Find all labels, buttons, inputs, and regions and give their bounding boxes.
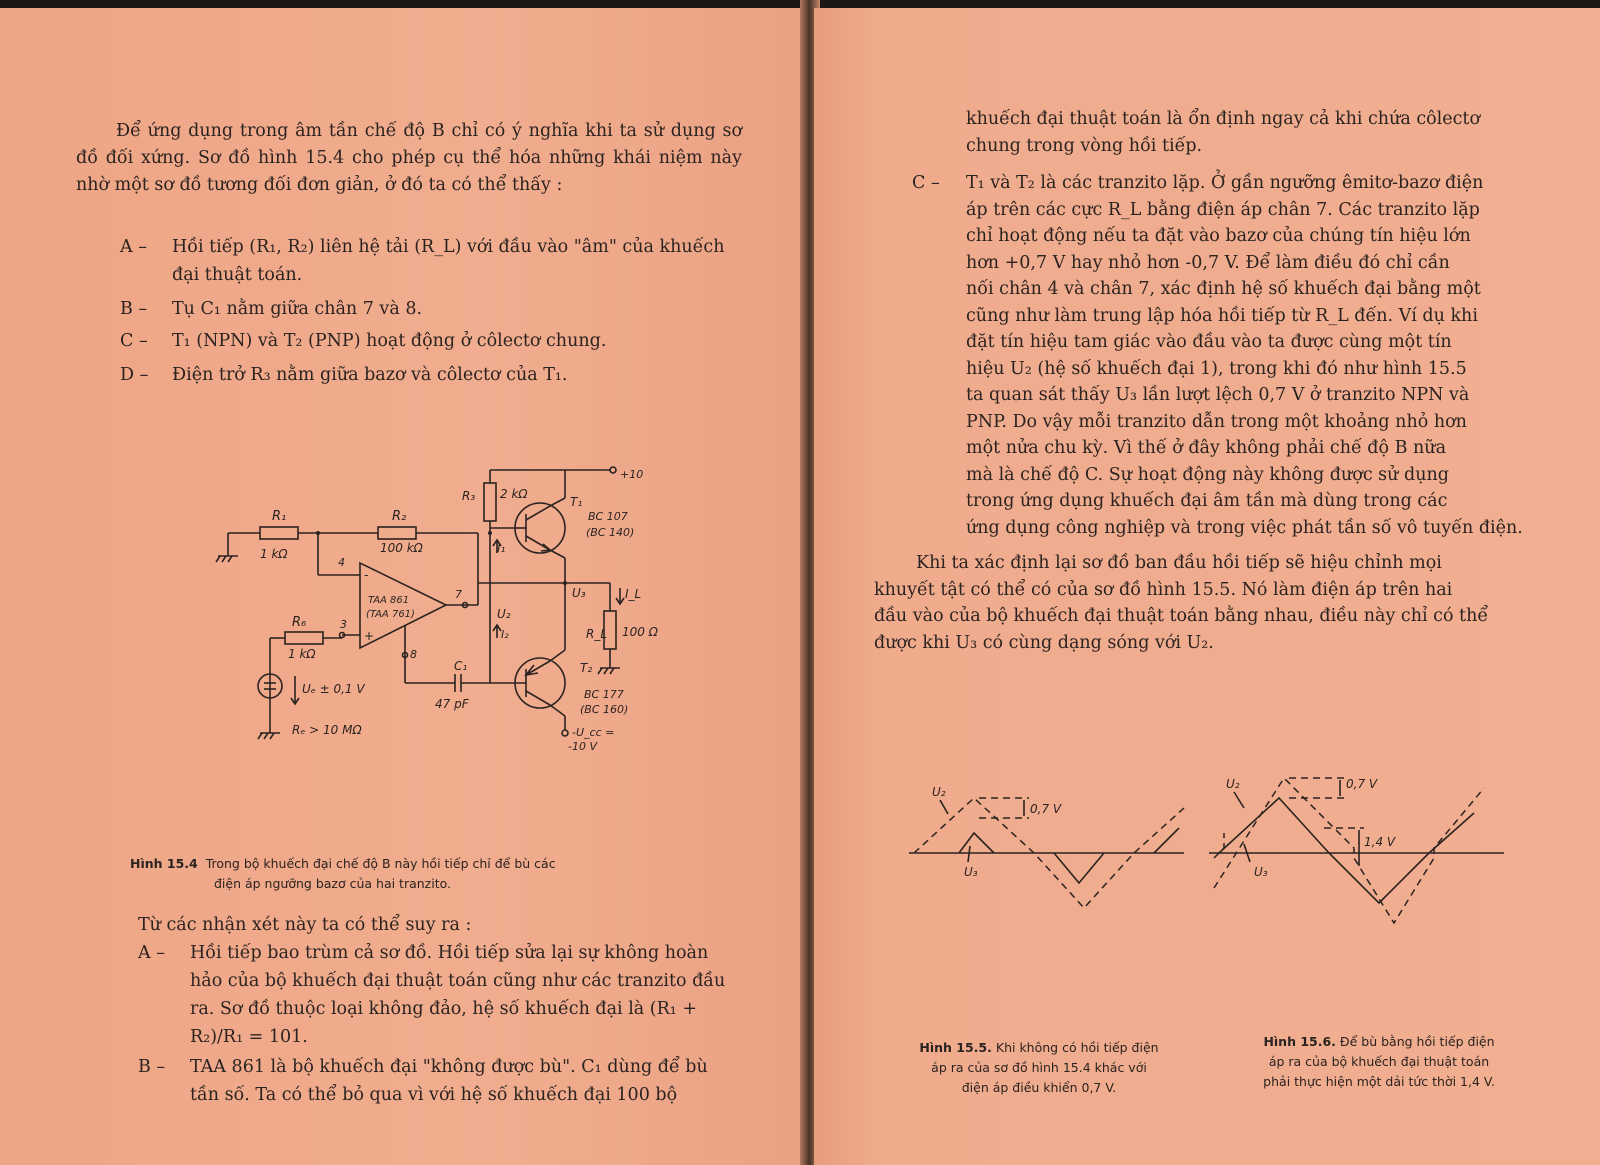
fig-15-4-label: Hình 15.4 <box>130 856 198 871</box>
vcc-pos-label: +10 <box>620 468 644 481</box>
item-c-label: C – <box>120 331 148 351</box>
i1-label: I₁ <box>497 541 506 555</box>
item-b-text: Tụ C₁ nằm giữa chân 7 và 8. <box>172 299 423 319</box>
para2-line: đầu vào của bộ khuếch đại thuật toán bằng nhau, điều này chỉ có thể <box>874 606 1489 626</box>
w1-u2-label: U₂ <box>932 785 946 799</box>
item-c-line: hơn +0,7 V hay nhỏ hơn -0,7 V. Để làm điều đó chỉ cần <box>966 252 1450 273</box>
r3-label: R₃ <box>462 489 476 503</box>
u2-label: U₂ <box>497 607 511 621</box>
t1-model: BC 107 <box>588 510 628 523</box>
right-page <box>814 8 1600 1165</box>
fig-15-5-line1: Khi không có hồi tiếp điện <box>995 1040 1159 1055</box>
item-c-line: ta quan sát thấy U₃ lần lượt lệch 0,7 V ở tranzito NPN và <box>966 385 1470 405</box>
fig-15-6-line1: Để bù bằng hồi tiếp điện <box>1339 1034 1495 1049</box>
pin4-label: 4 <box>338 556 345 569</box>
w1-offset-label: 0,7 V <box>1030 802 1062 816</box>
pin8-label: 8 <box>410 648 417 661</box>
item-c-line: trong ứng dụng khuếch đại âm tần mà dùng trong các <box>966 491 1448 511</box>
item-b-label: B – <box>120 299 148 319</box>
para2-line: khuyết tật có thể có của sơ đồ hình 15.5. Nó làm điện áp trên hai <box>874 579 1453 600</box>
item-a <box>120 234 750 261</box>
item-c-line: mà là chế độ C. Sự hoạt động này không được sử dụng <box>966 464 1449 485</box>
item2-a-text1: Hồi tiếp bao trùm cả sơ đồ. Hồi tiếp sửa lại sự không hoàn <box>190 943 709 963</box>
item2-b-line2: tần số. Ta có thể bỏ qua vì với hệ số khuếch đại 100 bộ <box>190 1085 678 1105</box>
para2-line: Khi ta xác định lại sơ đồ ban đầu hồi tiếp sẽ hiệu chỉnh mọi <box>916 553 1442 573</box>
fig-15-5-line3: điện áp điều khiển 0,7 V. <box>961 1080 1117 1095</box>
re-label: Rₑ > 10 MΩ <box>292 723 362 737</box>
fig-15-6-line2: áp ra của bộ khuếch đại thuật toán <box>1268 1054 1490 1069</box>
w2-u3-label: U₃ <box>1254 865 1268 879</box>
item-c-line: cũng như làm trung lập hóa hồi tiếp từ R_L đến. Ví dụ khi <box>966 305 1478 326</box>
minus-input: - <box>364 568 369 582</box>
r6-resistor <box>285 632 323 644</box>
vcc-neg-value: -10 V <box>568 740 597 753</box>
item-d-text: Điện trở R₃ nằm giữa bazơ và côlectơ của T₁. <box>172 365 568 385</box>
item-d-label: D – <box>120 365 149 385</box>
item-c-line: T₁ và T₂ là các tranzito lặp. Ở gần ngưỡng êmitơ-bazơ điện <box>966 173 1484 193</box>
t2-model: BC 177 <box>584 688 624 701</box>
u3-label: U₃ <box>572 586 586 600</box>
c1-label: C₁ <box>454 659 468 673</box>
item2-a-label: A – <box>138 943 165 963</box>
pin7-label: 7 <box>455 588 462 601</box>
item-c-line: một nửa chu kỳ. Vì thế ở đây không phải chế độ B nữa <box>966 438 1447 458</box>
opamp-alt: (TAA 761) <box>366 609 415 620</box>
intro-paragraph: Để ứng dụng trong âm tần chế độ B chỉ có ý nghĩa khi ta sử dụng sơ đồ đối xứng. Sơ đồ hình 15.4 cho phép cụ thể hóa những khái niệm này nhờ một sơ đồ tương đối đơn giản, ở đó ta có thể thấy : <box>76 121 742 195</box>
fig-15-4-caption <box>130 854 730 894</box>
item-a-label: A – <box>120 237 147 257</box>
item-c-line: đặt tín hiệu tam giác vào đầu vào ta được cùng một tín <box>966 332 1452 352</box>
item-c-right-label: C – <box>912 173 940 193</box>
r1-label: R₁ <box>272 509 287 524</box>
item-c-line: PNP. Do vậy mỗi tranzito dẫn trong một khoảng nhỏ hơn <box>966 411 1467 432</box>
item-c-line: hiệu U₂ (hệ số khuếch đại 1), trong khi đó như hình 15.5 <box>966 358 1467 379</box>
fig-15-5-label: Hình 15.5. <box>919 1040 992 1055</box>
item-c <box>120 328 750 355</box>
fig-15-5-caption <box>874 1038 1204 1098</box>
right-cont-line2: chung trong vòng hồi tiếp. <box>966 136 1203 156</box>
t1-label: T₁ <box>570 495 583 509</box>
item-c-line: nối chân 4 và chân 7, xác định hệ số khuếch đại bằng một <box>966 279 1481 299</box>
r6-label: R₆ <box>292 615 307 630</box>
i2-label: I₂ <box>501 628 509 641</box>
right-cont-line1: khuếch đại thuật toán là ổn định ngay cả khi chứa côlectơ <box>966 109 1481 129</box>
r3-value: 2 kΩ <box>500 487 528 501</box>
il-label: I_L <box>625 587 642 601</box>
fig-15-5-line2: áp ra của sơ đồ hình 15.4 khác với <box>931 1060 1147 1075</box>
c1-value: 47 pF <box>435 697 469 711</box>
r6-value: 1 kΩ <box>288 647 316 661</box>
item-a-cont: đại thuật toán. <box>172 265 303 285</box>
item2-a-line3: ra. Sơ đồ thuộc loại không đảo, hệ số khuếch đại là (R₁ + <box>190 999 698 1019</box>
left-page <box>0 8 806 1165</box>
item-c-line: chỉ hoạt động nếu ta đặt vào bazơ của chúng tín hiệu lớn <box>966 226 1471 246</box>
rl-value: 100 Ω <box>622 625 658 639</box>
r2-value: 100 kΩ <box>380 541 423 555</box>
r1-resistor <box>260 527 298 539</box>
item-b <box>120 296 750 323</box>
rl-label: R_L <box>586 627 608 641</box>
w2-u2-label: U₂ <box>1226 777 1240 791</box>
fig-15-6-label: Hình 15.6. <box>1263 1034 1336 1049</box>
item-c-text: T₁ (NPN) và T₂ (PNP) hoạt động ở côlectơ chung. <box>172 331 607 351</box>
t2-alt: (BC 160) <box>580 703 629 716</box>
circuit-diagram <box>210 448 680 768</box>
item2-a-line4: R₂)/R₁ = 101. <box>190 1027 308 1047</box>
item2-a-line2: hảo của bộ khuếch đại thuật toán cũng như các tranzito đầu <box>190 971 726 991</box>
item2-b-label: B – <box>138 1057 166 1077</box>
item2-b-line1 <box>138 1054 768 1081</box>
vcc-neg-label: -U_cc = <box>572 726 615 739</box>
pin3-label: 3 <box>340 618 347 631</box>
r3-resistor <box>484 483 496 521</box>
plus-input: + <box>364 629 375 643</box>
para2-line: được khi U₃ có cùng dạng sóng với U₂. <box>874 632 1214 653</box>
item2-b-text1: TAA 861 là bộ khuếch đại "không được bù". C₁ dùng để bù <box>190 1057 708 1077</box>
waveform-15-5 <box>904 768 1194 918</box>
r2-label: R₂ <box>392 509 407 524</box>
t1-alt: (BC 140) <box>586 526 635 539</box>
item-c-line: ứng dụng công nghiệp và trong việc phát tần số vô tuyến điện. <box>966 517 1523 538</box>
w2-gap-label: 1,4 V <box>1364 835 1396 849</box>
fig-15-6-caption <box>1214 1032 1544 1092</box>
r1-value: 1 kΩ <box>260 547 288 561</box>
w1-u3-label: U₃ <box>964 865 978 879</box>
item-d <box>120 362 750 389</box>
ue-label: Uₑ ± 0,1 V <box>302 682 365 696</box>
t2-label: T₂ <box>580 661 593 675</box>
fig-15-6-line3: phải thực hiện một dải tức thời 1,4 V. <box>1263 1074 1495 1089</box>
fig-15-4-text: Trong bộ khuếch đại chế độ B này hồi tiếp chỉ để bù các <box>205 856 556 871</box>
r2-resistor <box>378 527 416 539</box>
opamp-label: TAA 861 <box>368 595 410 606</box>
conclusion-intro: Từ các nhận xét này ta có thể suy ra : <box>138 915 472 935</box>
item-a-text: Hồi tiếp (R₁, R₂) liên hệ tải (R_L) với đầu vào "âm" của khuếch <box>172 237 725 257</box>
item-c-line: áp trên các cực R_L bằng điện áp chân 7. Các tranzito lặp <box>966 199 1480 220</box>
fig-15-4-text2: điện áp ngưỡng bazơ của hai tranzito. <box>214 876 452 891</box>
waveform-15-6 <box>1204 768 1514 938</box>
w2-offset-label: 0,7 V <box>1346 777 1378 791</box>
item2-a-line1 <box>138 940 768 967</box>
